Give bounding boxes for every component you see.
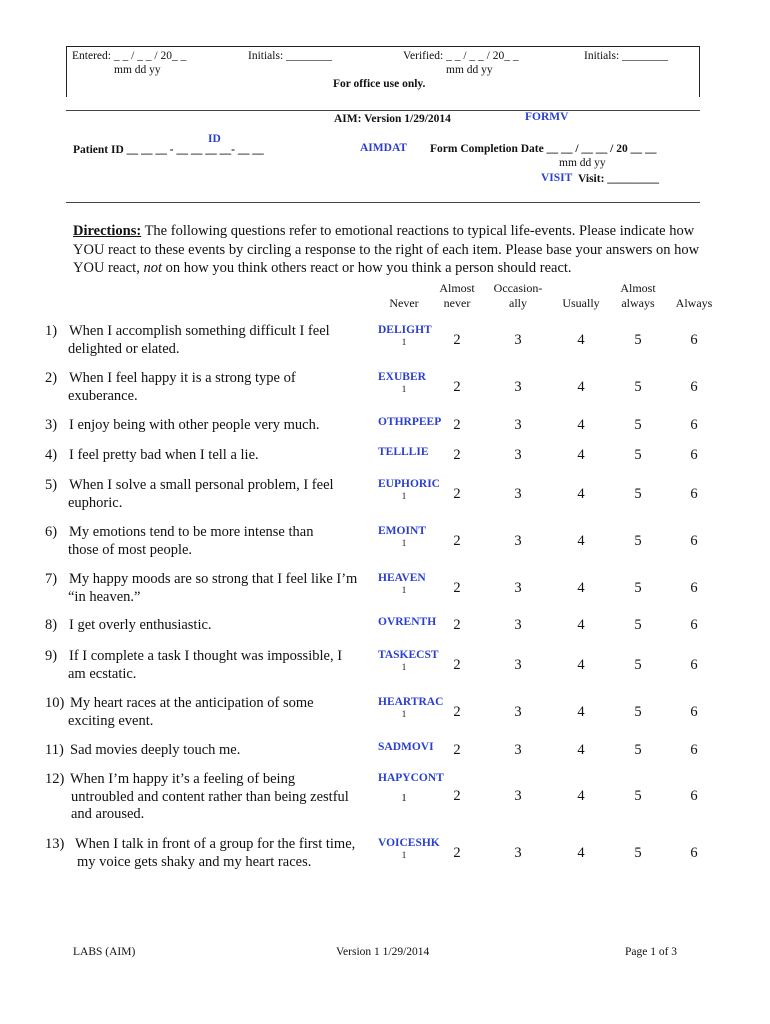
scale-header-line1: Almost [439, 281, 475, 295]
response-option-5[interactable]: 5 [634, 703, 642, 720]
response-option-2[interactable]: 2 [453, 788, 461, 805]
response-option-2[interactable]: 2 [453, 416, 461, 433]
response-option-4[interactable]: 4 [577, 788, 585, 805]
scale-header-line2: Usually [562, 295, 600, 310]
scale-header-line2: Never [389, 295, 419, 310]
response-option-2[interactable]: 2 [453, 485, 461, 502]
office-use-only-label: For office use only. [333, 78, 426, 90]
response-option-2[interactable]: 2 [453, 378, 461, 395]
response-option-3[interactable]: 3 [514, 703, 522, 720]
footer-form-name: LABS (AIM) [73, 946, 136, 958]
question-text-line1: I enjoy being with other people very much. [69, 417, 320, 433]
response-option-1[interactable]: 1 [401, 792, 407, 805]
response-option-4[interactable]: 4 [577, 446, 585, 463]
response-option-2[interactable]: 2 [453, 703, 461, 720]
question-text-line1: My emotions tend to be more intense than [69, 524, 314, 540]
initials-field-2: Initials: ________ [584, 50, 669, 62]
question-number: 8) [45, 617, 58, 633]
question-text-line1: When I talk in front of a group for the first time, [75, 836, 356, 852]
question-number: 11) [45, 742, 64, 758]
response-option-3[interactable]: 3 [514, 331, 522, 348]
directions-text-1: The following questions refer to emotional reactions to typical life-events. Please indicate how YOU react to these events by circling a response to the right of each item. Please base your answers on how YOU react, [73, 223, 700, 276]
response-option-6[interactable]: 6 [690, 485, 698, 502]
question-text-line1: When I feel happy it is a strong type of [69, 370, 296, 386]
question-number: 6) [45, 524, 58, 540]
response-option-1[interactable]: 1 [401, 538, 407, 548]
response-option-1[interactable]: 1 [401, 491, 407, 501]
response-option-5[interactable]: 5 [634, 656, 642, 673]
directions-text-2: on how you think others react or how you think a person should react. [162, 260, 572, 276]
directions-paragraph [73, 222, 713, 278]
response-option-3[interactable]: 3 [514, 788, 522, 805]
question-number: 13) [45, 836, 65, 852]
scale-header-line1: Almost [620, 281, 656, 295]
directions-emphasis: not [143, 260, 162, 276]
completion-date-format: mm dd yy [559, 157, 606, 169]
question-text-line2: “in heaven.” [68, 588, 141, 605]
response-option-6[interactable]: 6 [690, 416, 698, 433]
scale-header-line1: Occasion- [493, 281, 543, 295]
response-option-3[interactable]: 3 [514, 485, 522, 502]
response-option-4[interactable]: 4 [577, 485, 585, 502]
response-option-5[interactable]: 5 [634, 788, 642, 805]
response-option-4[interactable]: 4 [577, 579, 585, 596]
response-option-6[interactable]: 6 [690, 656, 698, 673]
response-option-2[interactable]: 2 [453, 656, 461, 673]
response-option-2[interactable]: 2 [453, 741, 461, 758]
response-option-3[interactable]: 3 [514, 446, 522, 463]
question-text-line3: and aroused. [71, 806, 145, 822]
visit-code: VISIT [541, 172, 573, 184]
response-option-2[interactable]: 2 [453, 446, 461, 463]
response-option-5[interactable]: 5 [634, 416, 642, 433]
question-number: 4) [45, 447, 58, 463]
question-text-line2: delighted or elated. [68, 340, 180, 357]
response-option-3[interactable]: 3 [514, 532, 522, 549]
response-option-4[interactable]: 4 [577, 416, 585, 433]
response-option-5[interactable]: 5 [634, 616, 642, 633]
response-option-3[interactable]: 3 [514, 579, 522, 596]
response-option-6[interactable]: 6 [690, 579, 698, 596]
scale-header-line2: never [443, 295, 471, 310]
response-option-3[interactable]: 3 [514, 844, 522, 861]
scale-header-line2: Always [675, 295, 713, 310]
response-option-2[interactable]: 2 [453, 331, 461, 348]
variable-code: HEARTRAC [378, 696, 444, 708]
response-option-1[interactable]: 1 [401, 662, 407, 672]
question-text-line1: When I accomplish something difficult I feel [69, 323, 330, 339]
question-text-line1: I get overly enthusiastic. [69, 617, 212, 633]
response-option-4[interactable]: 4 [577, 656, 585, 673]
question-number: 9) [45, 648, 58, 664]
question-number: 12) [45, 771, 65, 787]
verified-date-format: mm dd yy [446, 64, 493, 76]
response-option-1[interactable]: 1 [401, 337, 407, 347]
variable-code: TELLLIE [378, 446, 429, 458]
directions-label: Directions: [73, 223, 142, 239]
response-option-5[interactable]: 5 [634, 485, 642, 502]
response-option-3[interactable]: 3 [514, 656, 522, 673]
response-option-4[interactable]: 4 [577, 616, 585, 633]
question-text-line1: When I solve a small personal problem, I feel [69, 477, 334, 493]
response-option-1[interactable]: 1 [401, 709, 407, 719]
variable-code: SADMOVI [378, 741, 434, 753]
aimdat-code: AIMDAT [360, 142, 408, 154]
variable-code: HEAVEN [378, 572, 426, 584]
header-rule-top [66, 110, 700, 111]
response-option-5[interactable]: 5 [634, 331, 642, 348]
scale-header-line2: always [621, 295, 655, 310]
question-text-line2: my voice gets shaky and my heart races. [77, 853, 312, 870]
id-code: ID [208, 133, 221, 145]
scale-header-5 [654, 281, 734, 310]
response-option-4[interactable]: 4 [577, 844, 585, 861]
response-option-3[interactable]: 3 [514, 416, 522, 433]
response-option-2[interactable]: 2 [453, 532, 461, 549]
variable-code: OVRENTH [378, 616, 437, 628]
response-option-4[interactable]: 4 [577, 532, 585, 549]
question-text-line1: My happy moods are so strong that I feel like I’m [69, 571, 358, 587]
response-option-4[interactable]: 4 [577, 703, 585, 720]
response-option-1[interactable]: 1 [401, 384, 407, 394]
response-option-1[interactable]: 1 [401, 585, 407, 595]
variable-code: HAPYCONT [378, 772, 444, 784]
response-option-2[interactable]: 2 [453, 844, 461, 861]
response-option-3[interactable]: 3 [514, 741, 522, 758]
response-option-6[interactable]: 6 [690, 741, 698, 758]
question-text-line1: Sad movies deeply touch me. [70, 742, 241, 758]
question-text-line2: those of most people. [68, 541, 193, 558]
response-option-6[interactable]: 6 [690, 703, 698, 720]
response-option-6[interactable]: 6 [690, 844, 698, 861]
patient-id-field: Patient ID __ __ __ - __ __ __ __- __ __ [73, 144, 264, 156]
question-text-line2: am ecstatic. [68, 665, 137, 682]
footer-version: Version 1 1/29/2014 [336, 946, 430, 958]
response-option-5[interactable]: 5 [634, 844, 642, 861]
question-text-line1: My heart races at the anticipation of some [70, 695, 314, 711]
response-option-4[interactable]: 4 [577, 378, 585, 395]
question-text-line1: When I’m happy it’s a feeling of being [70, 771, 296, 787]
variable-code: DELIGHT [378, 324, 432, 336]
response-option-6[interactable]: 6 [690, 446, 698, 463]
question-number: 1) [45, 323, 58, 339]
variable-code: TASKECST [378, 649, 439, 661]
response-option-3[interactable]: 3 [514, 378, 522, 395]
form-completion-date-field: Form Completion Date __ __ / __ __ / 20 __ __ [430, 143, 657, 155]
response-option-3[interactable]: 3 [514, 616, 522, 633]
scale-header-line2: ally [509, 295, 527, 310]
response-option-1[interactable]: 1 [401, 850, 407, 860]
scale-header-line1 [654, 281, 734, 296]
question-text-line2: euphoric. [68, 494, 123, 511]
variable-code: EUPHORIC [378, 478, 440, 490]
footer-page-number: Page 1 of 3 [625, 946, 678, 958]
question-number: 10) [45, 695, 65, 711]
question-number: 3) [45, 417, 58, 433]
variable-code: EMOINT [378, 525, 426, 537]
question-text-line2: untroubled and content rather than being zestful [71, 788, 349, 805]
response-option-5[interactable]: 5 [634, 378, 642, 395]
response-option-5[interactable]: 5 [634, 446, 642, 463]
variable-code: VOICESHK [378, 837, 440, 849]
response-option-4[interactable]: 4 [577, 331, 585, 348]
question-number: 5) [45, 477, 58, 493]
verified-date-field: Verified: _ _ / _ _ / 20_ _ [403, 50, 519, 62]
variable-code: OTHRPEEP [378, 416, 442, 428]
response-option-6[interactable]: 6 [690, 788, 698, 805]
initials-field-1: Initials: ________ [248, 50, 333, 62]
entered-date-format: mm dd yy [114, 64, 161, 76]
response-option-6[interactable]: 6 [690, 532, 698, 549]
aim-version-label: AIM: Version 1/29/2014 [334, 113, 451, 125]
response-option-5[interactable]: 5 [634, 579, 642, 596]
response-option-4[interactable]: 4 [577, 741, 585, 758]
response-option-5[interactable]: 5 [634, 741, 642, 758]
response-option-5[interactable]: 5 [634, 532, 642, 549]
question-number: 2) [45, 370, 58, 386]
response-option-6[interactable]: 6 [690, 378, 698, 395]
question-text-line2: exuberance. [68, 387, 138, 404]
response-option-6[interactable]: 6 [690, 616, 698, 633]
visit-field: Visit: _________ [578, 173, 660, 185]
question-number: 7) [45, 571, 58, 587]
variable-code: EXUBER [378, 371, 426, 383]
header-rule-bottom [66, 202, 700, 203]
question-text-line1: If I complete a task I thought was impossible, I [69, 648, 343, 664]
response-option-2[interactable]: 2 [453, 579, 461, 596]
entered-date-field: Entered: _ _ / _ _ / 20_ _ [72, 50, 187, 62]
question-text-line1: I feel pretty bad when I tell a lie. [69, 447, 259, 463]
formv-code: FORMV [525, 111, 569, 123]
question-text-line2: exciting event. [68, 712, 154, 729]
response-option-2[interactable]: 2 [453, 616, 461, 633]
response-option-6[interactable]: 6 [690, 331, 698, 348]
